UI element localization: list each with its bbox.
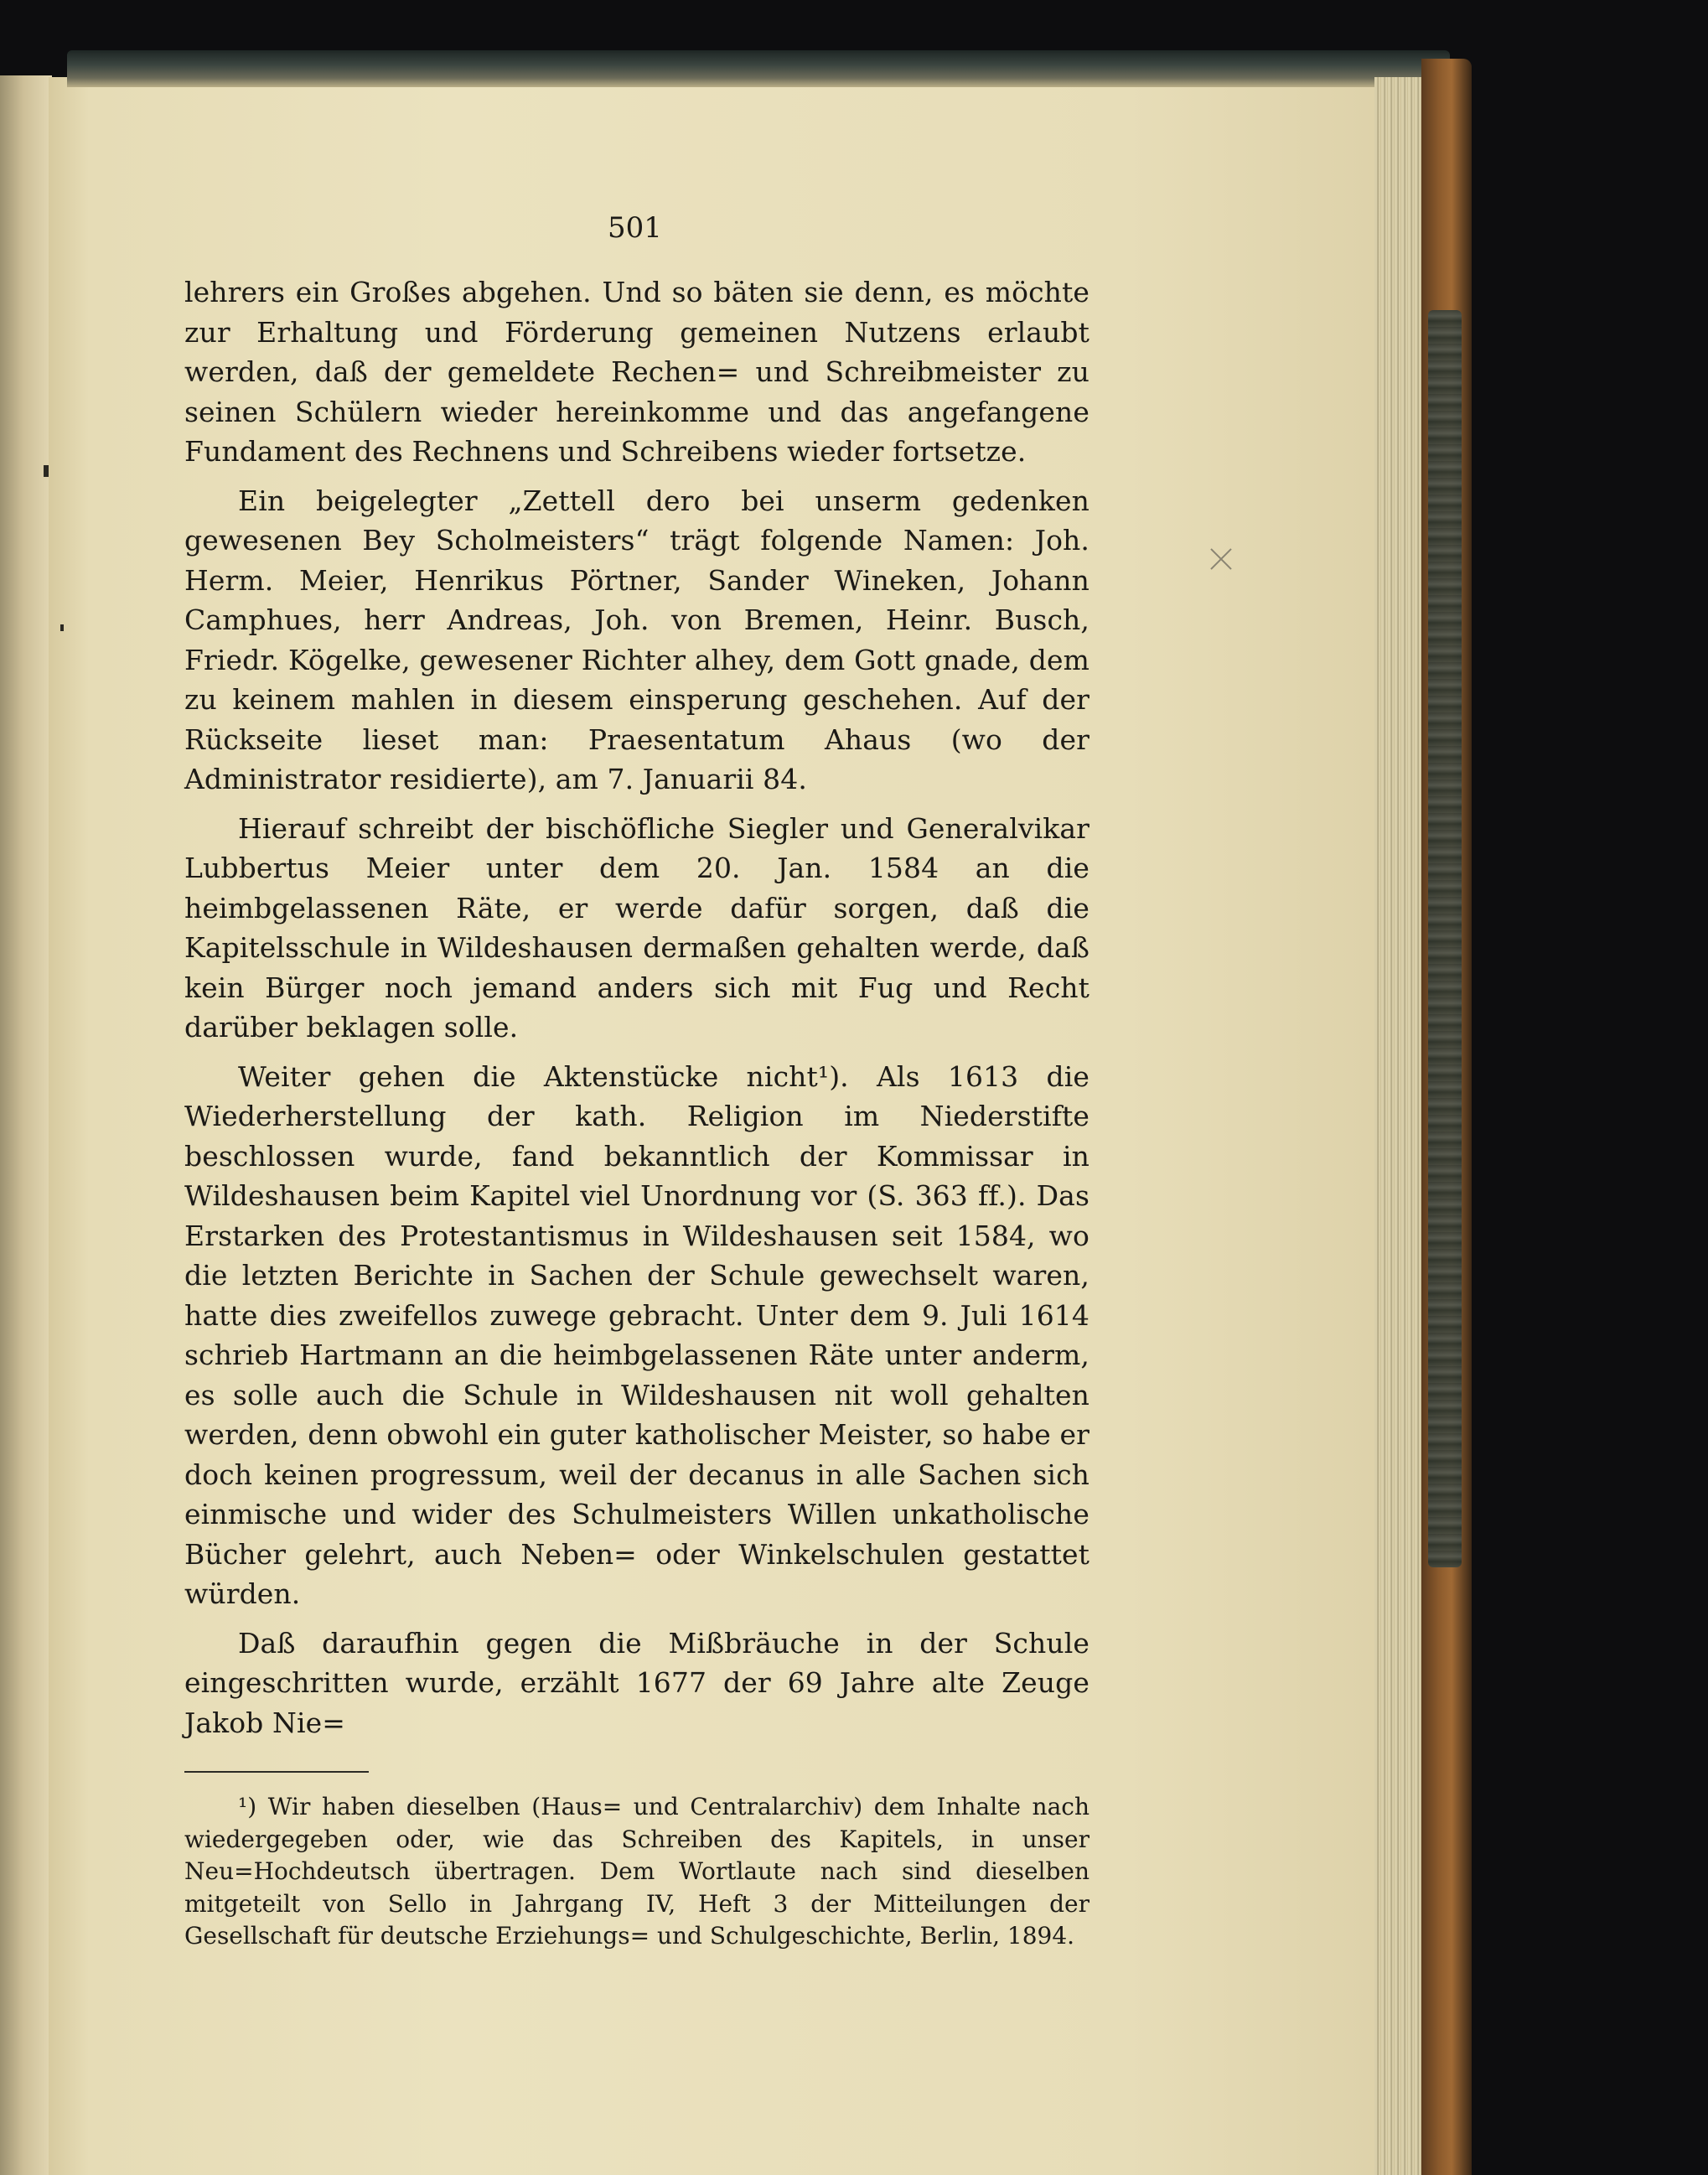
page-stack-edge [1374,77,1425,2175]
book-cover-edge [1421,59,1472,2175]
facing-page-edge [0,75,52,2175]
footnote: ¹) Wir haben dieselben (Haus= und Centralarchiv) dem Inhalte nach wiedergegeben oder, wie das Schreiben des Kapitels, in unser Neu=Hochdeutsch übertragen. Dem Wortlaute nach sind dieselben mitgeteilt von Sello in Jahrgang IV, Heft 3 der Mitteilungen der Gesellschaft für deutsche Erziehungs= und Schulgeschichte, Berlin, 1894. [184,1793,1089,1950]
margin-mark [60,624,64,631]
top-cover-edge [67,50,1450,87]
paragraph: Hierauf schreibt der bischöfliche Siegler und Generalvikar Lubbertus Meier unter dem 20. Jan. 1584 an die heimbgelassenen Räte, er werde dafür sorgen, daß die Kapitelsschule in Wildeshausen dermaßen gehalten werde, daß kein Bürger noch jemand anders sich mit Fug und Recht darüber beklagen solle. [184,811,1089,1043]
cover-marbling [1428,310,1462,1567]
footnote-divider [184,1771,369,1773]
pencil-cross-mark [1207,545,1235,573]
paragraph: Weiter gehen die Aktenstücke nicht¹). Als 1613 die Wiederherstellung der kath. Religion im Niederstifte beschlossen wurde, fand bekanntlich der Kommissar in Wildeshausen beim Kapitel viel Unordnung vor (S. 363 ff.). Das Erstarken des Protestantismus in Wildeshausen seit 1584, wo die letzten Berichte in Sachen der Schule gewechselt waren, hatte dies zweifellos zuwege gebracht. Unter dem 9. Juli 1614 schrieb Hartmann an die heimbgelassenen Räte unter anderm, es solle auch die Schule in Wildeshausen nit woll gehalten werden, denn obwohl ein guter katholischer Meister, so habe er doch keinen progressum, weil der decanus in alle Sachen sich einmische und wider des Schulmeisters Willen unkatholische Bücher gelehrt, auch Neben= oder Winkelschulen gestattet würden. [184,1059,1089,1610]
paragraph: lehrers ein Großes abgehen. Und so bäten sie denn, es möchte zur Erhaltung und Förderung gemeinen Nutzens erlaubt werden, daß der gemeldete Rechen= und Schreibmeister zu seinen Schülern wieder hereinkomme und das angefangene Fundament des Rechnens und Schreibens wieder fortsetze. [184,276,1089,468]
margin-mark [44,465,49,477]
page-body [184,201,1089,1953]
page-number: 501 [608,211,662,245]
paragraph: Ein beigelegter „Zettell dero bei unserm gedenken gewesenen Bey Scholmeisters“ trägt folgende Namen: Joh. Herm. Meier, Henrikus Pörtner, Sander Wineken, Johann Camphues, herr Andreas, Joh. von Bremen, Heinr. Busch, Friedr. Kögelke, gewesener Richter alhey, dem Gott gnade, dem zu keinem mahlen in diesem einsperung geschehen. Auf der Rückseite lieset man: Praesentatum Ahaus (wo der Administrator residierte), am 7. Januarii 84. [184,484,1089,795]
paragraph: Daß daraufhin gegen die Mißbräuche in der Schule eingeschritten wurde, erzählt 1677 der 69 Jahre alte Zeuge Jakob Nie= [184,1626,1089,1739]
